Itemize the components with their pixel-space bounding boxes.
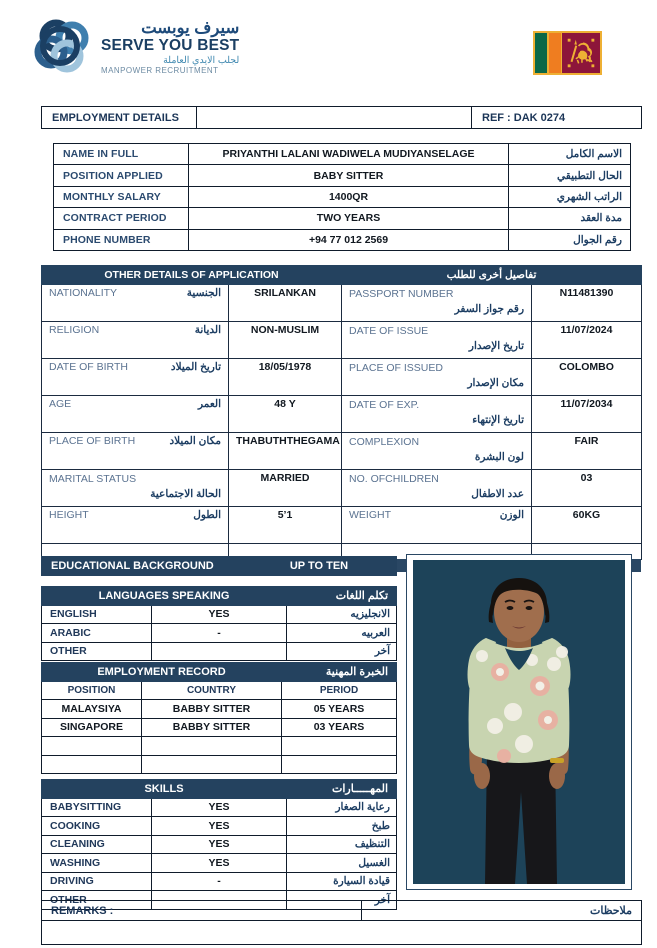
- row-label-arabic: رقم الجوال: [509, 229, 631, 250]
- language-name: OTHER: [42, 642, 152, 661]
- height-value: 5’1: [229, 507, 342, 544]
- employment-record-header-ar: الخبرة المهنية: [282, 663, 397, 682]
- employment-details-title: EMPLOYMENT DETAILS: [42, 107, 197, 129]
- date-of-issue-label: [342, 322, 532, 359]
- other-details-header-ar: تفاصيل أخرى للطلب: [342, 266, 642, 285]
- other-details-section: [41, 265, 641, 572]
- languages-section: [41, 586, 396, 661]
- table-row: [54, 165, 631, 186]
- avatar: [413, 560, 625, 884]
- educational-background-label: EDUCATIONAL BACKGROUND: [42, 557, 242, 576]
- record-period: 05 YEARS: [282, 700, 397, 719]
- row-label: CONTRACT PERIOD: [54, 208, 189, 229]
- label-en: DATE OF BIRTH: [49, 361, 128, 373]
- label-en: HEIGHT: [49, 509, 89, 521]
- label-ar: الديانة: [194, 324, 221, 336]
- date-of-birth-label: [42, 359, 229, 396]
- main-details-table: [53, 143, 630, 251]
- skill-value: YES: [152, 835, 287, 854]
- skill-name: COOKING: [42, 817, 152, 836]
- table-row: [42, 835, 397, 854]
- languages-header-ar: تكلم اللغات: [287, 587, 397, 606]
- row-value: BABY SITTER: [189, 165, 509, 186]
- remarks-label-arabic: ملاحظات: [362, 901, 642, 921]
- table-row: [42, 396, 642, 433]
- skill-name-arabic: الغسيل: [287, 854, 397, 873]
- table-row: [54, 186, 631, 207]
- marital-status-label: [42, 470, 229, 507]
- table-row: [42, 605, 397, 624]
- row-label: PHONE NUMBER: [54, 229, 189, 250]
- employment-record-header-en: EMPLOYMENT RECORD: [42, 663, 282, 682]
- skill-name-arabic: آخر: [287, 891, 397, 910]
- column-header-position: POSITION: [42, 681, 142, 700]
- language-name: ARABIC: [42, 624, 152, 643]
- skills-section: [41, 779, 396, 910]
- remarks-header-row: [42, 901, 642, 921]
- label-ar: الوزن: [499, 509, 525, 521]
- table-row: [42, 359, 642, 396]
- label-ar: العمر: [197, 398, 221, 410]
- column-header-period: PERIOD: [282, 681, 397, 700]
- label-en: PLACE OF BIRTH: [49, 435, 136, 447]
- place-of-issued-label: [342, 359, 532, 396]
- label-en: NO. OFCHILDREN: [349, 473, 439, 485]
- language-value: [152, 642, 287, 661]
- language-value: YES: [152, 605, 287, 624]
- remarks-value-row: [42, 921, 642, 945]
- record-country: BABBY SITTER: [142, 718, 282, 737]
- table-row: [42, 700, 397, 719]
- skill-name: DRIVING: [42, 872, 152, 891]
- sri-lanka-flag-icon: [533, 31, 602, 75]
- language-name-arabic: الانجليزيه: [287, 605, 397, 624]
- label-en: DATE OF EXP.: [349, 399, 420, 411]
- record-period: 03 YEARS: [282, 718, 397, 737]
- nationality-value: SRILANKAN: [229, 285, 342, 322]
- language-name: ENGLISH: [42, 605, 152, 624]
- logo-english-tagline: MANPOWER RECRUITMENT: [101, 66, 219, 76]
- language-name-arabic: العربيه: [287, 624, 397, 643]
- record-period: [282, 737, 397, 756]
- table-row: [42, 322, 642, 359]
- row-label: MONTHLY SALARY: [54, 186, 189, 207]
- label-ar: الجنسية: [186, 287, 221, 299]
- educational-background-section: [41, 556, 396, 576]
- row-value: PRIYANTHI LALANI WADIWELA MUDIYANSELAGE: [189, 144, 509, 165]
- date-of-exp-value: 11/07/2034: [532, 396, 642, 433]
- page-header: [0, 0, 657, 100]
- languages-header-row: [42, 587, 397, 606]
- table-row: [42, 470, 642, 507]
- flag-green-stripe: [535, 33, 547, 73]
- label-en: AGE: [49, 398, 72, 410]
- languages-header-en: LANGUAGES SPEAKING: [42, 587, 287, 606]
- height-label: [42, 507, 229, 544]
- record-position: SINGAPORE: [42, 718, 142, 737]
- table-row: [42, 507, 642, 544]
- table-row: [42, 624, 397, 643]
- table-row: [42, 433, 642, 470]
- record-country: BABBY SITTER: [142, 700, 282, 719]
- skill-name: OTHER: [42, 891, 152, 910]
- label-en: MARITAL STATUS: [49, 473, 137, 485]
- language-name-arabic: آخر: [287, 642, 397, 661]
- label-en: PLACE OF ISSUED: [349, 362, 443, 374]
- skills-header-en: SKILLS: [42, 780, 287, 799]
- row-label-arabic: الحال التطبيقي: [509, 165, 631, 186]
- skills-header-ar: المهـــــارات: [287, 780, 397, 799]
- other-details-header-row: [42, 266, 642, 285]
- label-ar: مكان الإصدار: [467, 377, 525, 390]
- flag-orange-stripe: [549, 33, 561, 73]
- table-row: [42, 798, 397, 817]
- label-ar: الحالة الاجتماعية: [150, 488, 221, 501]
- table-row: [42, 872, 397, 891]
- passport-number-value: N11481390: [532, 285, 642, 322]
- date-of-exp-label: [342, 396, 532, 433]
- age-value: 48 Y: [229, 396, 342, 433]
- employment-record-section: [41, 662, 396, 774]
- row-label: POSITION APPLIED: [54, 165, 189, 186]
- skill-value: YES: [152, 817, 287, 836]
- no-of-children-label: [342, 470, 532, 507]
- complexion-label: [342, 433, 532, 470]
- other-details-header-en: OTHER DETAILS OF APPLICATION: [42, 266, 342, 285]
- employment-record-column-header-row: [42, 681, 397, 700]
- marital-status-value: MARRIED: [229, 470, 342, 507]
- date-of-issue-value: 11/07/2024: [532, 322, 642, 359]
- skill-name: CLEANING: [42, 835, 152, 854]
- age-label: [42, 396, 229, 433]
- skills-header-row: [42, 780, 397, 799]
- record-position: MALAYSIYA: [42, 700, 142, 719]
- skill-name: WASHING: [42, 854, 152, 873]
- skill-name-arabic: طبخ: [287, 817, 397, 836]
- religion-label: [42, 322, 229, 359]
- record-country: [142, 755, 282, 774]
- complexion-value: FAIR: [532, 433, 642, 470]
- flag-maroon-field: [562, 33, 600, 73]
- row-label-arabic: مدة العقد: [509, 208, 631, 229]
- passport-number-label: [342, 285, 532, 322]
- record-country: [142, 737, 282, 756]
- table-row: [42, 817, 397, 836]
- skill-name-arabic: رعاية الصغار: [287, 798, 397, 817]
- record-position: [42, 737, 142, 756]
- employment-record-header-row: [42, 663, 397, 682]
- nationality-label: [42, 285, 229, 322]
- main-details-body: [54, 144, 631, 251]
- record-period: [282, 755, 397, 774]
- row-label: NAME IN FULL: [54, 144, 189, 165]
- label-ar: تاريخ الميلاد: [170, 361, 221, 373]
- label-ar: لون البشرة: [474, 451, 525, 464]
- row-value: TWO YEARS: [189, 208, 509, 229]
- table-row: [42, 854, 397, 873]
- label-en: RELIGION: [49, 324, 100, 336]
- table-row: [42, 737, 397, 756]
- label-ar: تاريخ الإصدار: [468, 340, 525, 353]
- table-row: [42, 755, 397, 774]
- label-ar: تاريخ الإنتهاء: [472, 414, 525, 427]
- row-label-arabic: الاسم الكامل: [509, 144, 631, 165]
- serve-you-best-knot-icon: [34, 16, 94, 78]
- skill-name-arabic: قيادة السيارة: [287, 872, 397, 891]
- employment-details-bar: [41, 106, 641, 129]
- company-logo: [34, 16, 239, 78]
- table-row: [54, 208, 631, 229]
- place-of-birth-label: [42, 433, 229, 470]
- no-of-children-value: 03: [532, 470, 642, 507]
- label-en: NATIONALITY: [49, 287, 118, 299]
- language-value: -: [152, 624, 287, 643]
- row-value: 1400QR: [189, 186, 509, 207]
- remarks-value[interactable]: [42, 921, 642, 945]
- place-of-issued-value: COLOMBO: [532, 359, 642, 396]
- applicant-photo-frame: [406, 554, 632, 890]
- remarks-section: [41, 900, 641, 945]
- label-en: DATE OF ISSUE: [349, 325, 429, 337]
- skill-value: YES: [152, 798, 287, 817]
- table-row: [42, 642, 397, 661]
- place-of-birth-value: THABUTHTHEGAMA: [229, 433, 342, 470]
- weight-label: [342, 507, 532, 544]
- row-label-arabic: الراتب الشهري: [509, 186, 631, 207]
- remarks-label: REMARKS :: [42, 901, 362, 921]
- label-en: PASSPORT NUMBER: [349, 288, 454, 300]
- table-row: [42, 557, 397, 576]
- table-row: [54, 144, 631, 165]
- logo-arabic-name: سيرف يوبست: [141, 19, 240, 38]
- skill-name: BABYSITTING: [42, 798, 152, 817]
- skill-name-arabic: التنظيف: [287, 835, 397, 854]
- logo-english-name: SERVE YOU BEST: [101, 37, 240, 55]
- column-header-country: COUNTRY: [142, 681, 282, 700]
- skill-value: -: [152, 872, 287, 891]
- table-row: [42, 285, 642, 322]
- educational-background-value: UP TO TEN: [242, 557, 397, 576]
- table-row: [54, 229, 631, 250]
- table-row: [42, 718, 397, 737]
- label-ar: مكان الميلاد: [169, 435, 221, 447]
- record-position: [42, 755, 142, 774]
- label-ar: عدد الاطفال: [471, 488, 525, 501]
- weight-value: 60KG: [532, 507, 642, 544]
- reference-number: REF : DAK 0274: [472, 107, 642, 129]
- skill-value: YES: [152, 854, 287, 873]
- religion-value: NON-MUSLIM: [229, 322, 342, 359]
- label-en: WEIGHT: [349, 509, 392, 521]
- employment-details-spacer: [197, 107, 472, 129]
- label-en: COMPLEXION: [349, 436, 420, 448]
- row-value: +94 77 012 2569: [189, 229, 509, 250]
- logo-arabic-tagline: لجلب الايدي العاملة: [163, 54, 240, 66]
- date-of-birth-value: 18/05/1978: [229, 359, 342, 396]
- label-ar: رقم جواز السفر: [454, 303, 525, 316]
- label-ar: الطول: [193, 509, 221, 521]
